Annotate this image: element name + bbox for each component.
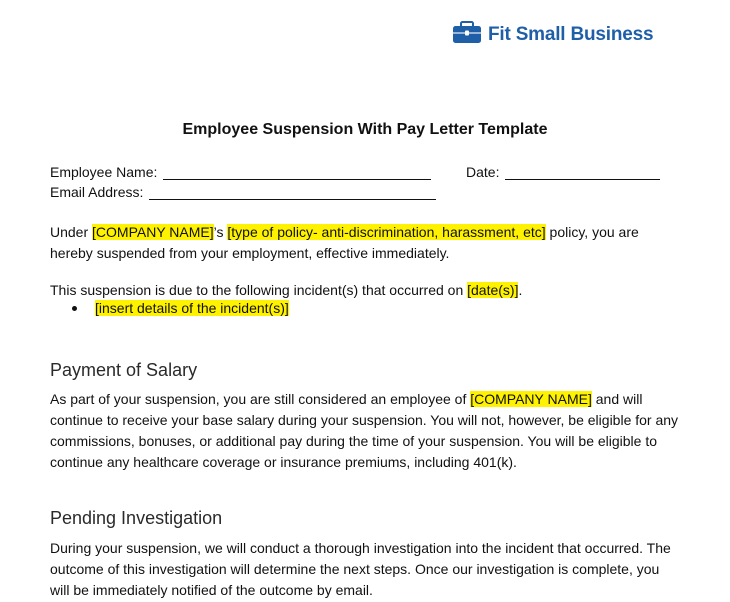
incident-bullet bbox=[72, 300, 289, 316]
employee-name-label: Employee Name: bbox=[50, 164, 158, 180]
intro-paragraph bbox=[50, 222, 680, 264]
incident-details-placeholder: [insert details of the incident(s)] bbox=[95, 300, 289, 316]
incident-suffix: . bbox=[518, 282, 523, 298]
policy-type-placeholder: [type of policy- anti-discrimination, harassment, etc] bbox=[227, 224, 546, 240]
date-label: Date: bbox=[466, 164, 500, 180]
company-name-placeholder: [COMPANY NAME] bbox=[92, 224, 214, 240]
intro-prefix: Under bbox=[50, 224, 93, 240]
bullet-dot bbox=[72, 306, 77, 311]
investigation-heading: Pending Investigation bbox=[50, 508, 223, 528]
incident-prefix: This suspension is due to the following incident(s) that occurred on bbox=[50, 282, 468, 298]
intro-possessive: ’s bbox=[213, 224, 228, 240]
briefcase-icon bbox=[452, 20, 482, 49]
document-title: Employee Suspension With Pay Letter Template bbox=[182, 121, 548, 138]
email-row bbox=[50, 184, 436, 200]
email-label: Email Address: bbox=[50, 184, 144, 200]
brand-logo bbox=[452, 20, 653, 49]
email-blank bbox=[149, 185, 436, 200]
date-blank bbox=[505, 165, 660, 180]
employee-name-blank bbox=[163, 165, 431, 180]
brand-logo-text: Fit Small Business bbox=[488, 23, 654, 45]
intro-suffix: policy, you are hereby suspended from your employment, effective immediately. bbox=[50, 224, 639, 261]
employee-name-row bbox=[50, 164, 431, 180]
date-row bbox=[466, 164, 660, 180]
payment-paragraph bbox=[50, 389, 680, 473]
investigation-paragraph: During your suspension, we will conduct a thorough investigation into the incident that occurred. The outcome of this investigation will determine the next steps. Once our investigation is complete, you will be immediately notified of the outcome by email. bbox=[50, 540, 671, 598]
payment-prefix: As part of your suspension, you are still considered an employee of bbox=[50, 391, 471, 407]
date-placeholder: [date(s)] bbox=[467, 282, 519, 298]
payment-company-placeholder: [COMPANY NAME] bbox=[470, 391, 592, 407]
payment-heading: Payment of Salary bbox=[50, 360, 198, 380]
incident-paragraph bbox=[50, 280, 680, 301]
payment-suffix: and will continue to receive your base salary during your suspension. You will not, however, be eligible for any commissions, bonuses, or additional pay during the time of your suspension. You will be eligible to continue any healthcare coverage or insurance premiums, including 401(k). bbox=[50, 391, 679, 470]
